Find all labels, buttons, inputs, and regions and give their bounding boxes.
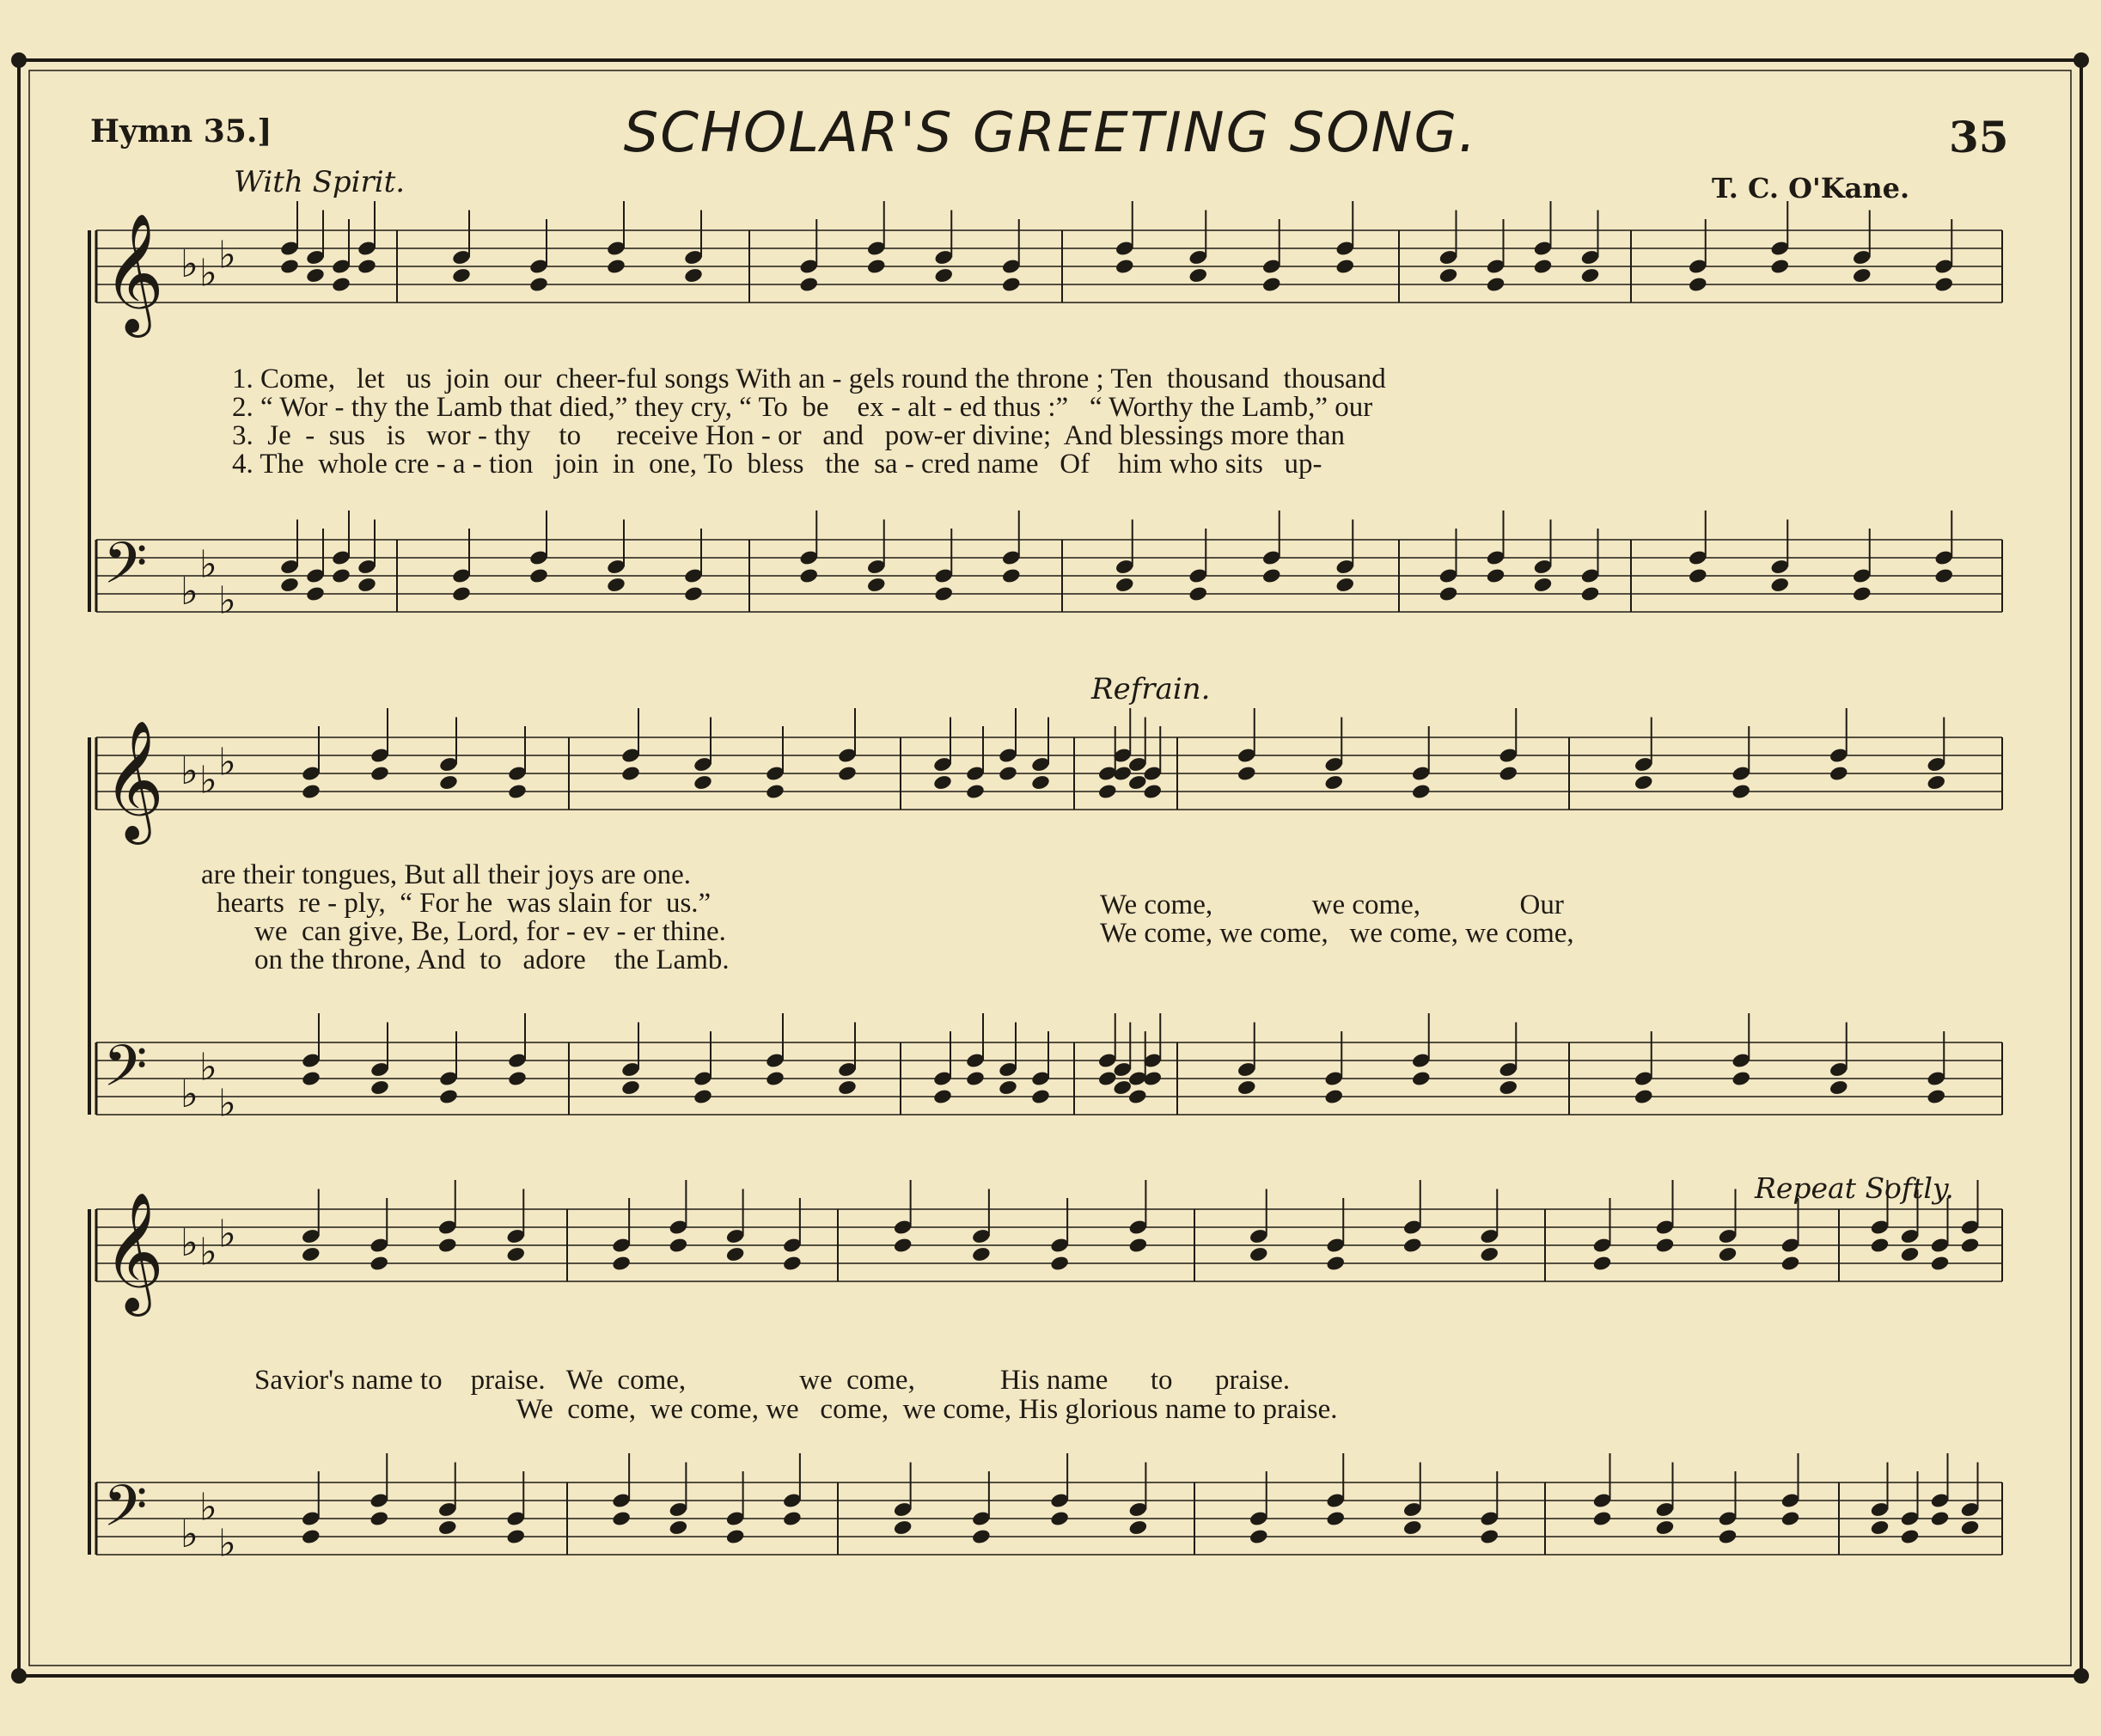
note-head (1127, 1088, 1148, 1105)
lyric-verse-1-line-1: 1. Come, let us join our cheer-ful songs With an - gels round the throne ; Ten thousand thousand (232, 364, 1386, 394)
flat-sign: ♭ (199, 1485, 217, 1530)
note-head (369, 1255, 389, 1272)
note-head (693, 1088, 713, 1105)
note-head (683, 585, 704, 602)
note-head (1237, 1079, 1257, 1097)
note-head (866, 258, 887, 275)
note-head (1926, 1088, 1946, 1105)
note-head (437, 1237, 458, 1254)
corner-ornament (11, 52, 27, 68)
flat-sign: ♭ (180, 1073, 198, 1116)
note-head (451, 585, 472, 602)
note-head (369, 1510, 389, 1527)
note-head (1261, 567, 1282, 584)
refrain-marking: Refrain. (1091, 672, 1211, 706)
note-head (528, 567, 549, 584)
note-head (1688, 567, 1708, 584)
flat-sign: ♭ (199, 251, 217, 296)
note-head (505, 1246, 526, 1263)
note-head (1634, 774, 1654, 792)
note-head (965, 783, 986, 800)
note-head (669, 1519, 689, 1537)
lyric-verse-2-line-2: hearts re - ply, “ For he was slain for us.” (217, 888, 712, 919)
flat-sign: ♭ (180, 570, 198, 614)
composer-credit: T. C. O'Kane. (1712, 172, 1910, 205)
note-head (1592, 1255, 1613, 1272)
note-head (765, 783, 785, 800)
note-head (505, 1528, 526, 1545)
note-head (507, 783, 528, 800)
note-head (798, 276, 819, 293)
note-head (866, 577, 887, 594)
note-head (611, 1255, 632, 1272)
flat-sign: ♭ (199, 542, 217, 587)
lyric-refrain-line-4: We come, we come, we come, we come, His glorious name to praise. (254, 1394, 1338, 1425)
note-head (438, 1088, 459, 1105)
note-head (1870, 1237, 1890, 1254)
flat-sign: ♭ (218, 233, 236, 278)
note-head (370, 765, 390, 782)
note-head (837, 1079, 858, 1097)
note-head (1001, 276, 1022, 293)
note-head (933, 267, 954, 284)
note-head (1731, 783, 1751, 800)
note-head (933, 585, 954, 602)
corner-ornament (11, 1668, 27, 1684)
flat-sign: ♭ (180, 242, 198, 286)
lyric-verse-1-line-2: are their tongues, But all their joys are one. (201, 859, 691, 890)
note-head (765, 1070, 785, 1087)
note-head (1325, 1510, 1346, 1527)
flat-sign: ♭ (180, 1513, 198, 1556)
note-head (438, 774, 459, 792)
note-head (1486, 567, 1506, 584)
note-head (1486, 276, 1506, 293)
note-head (1128, 1519, 1149, 1537)
note-head (998, 765, 1018, 782)
lyric-verse-2-line-1: 2. “ Wor - thy the Lamb that died,” they cry, “ To be ex - alt - ed thus :” “ Worthy the Lamb,” our (232, 392, 1373, 423)
treble-clef: 𝄞 (103, 720, 164, 840)
corner-ornament (2074, 52, 2089, 68)
note-head (798, 567, 819, 584)
note-head (1533, 258, 1554, 275)
lyric-verse-3-line-2: we can give, Be, Lord, for - ev - er thine. (254, 916, 726, 947)
note-head (1900, 1528, 1921, 1545)
note-head (1261, 276, 1282, 293)
note-head (693, 774, 713, 792)
tempo-marking: With Spirit. (234, 165, 406, 199)
note-head (1249, 1246, 1269, 1263)
note-head (437, 1519, 458, 1537)
note-head (782, 1255, 803, 1272)
note-head (451, 267, 472, 284)
bass-clef: 𝄢 (103, 1033, 148, 1113)
note-head (1498, 765, 1518, 782)
flat-sign: ♭ (180, 749, 198, 793)
lyric-verse-4-line-1: 4. The whole cre - a - tion join in one, To bless the sa - cred name Of him who sits up- (232, 449, 1322, 480)
flat-sign: ♭ (199, 1230, 217, 1274)
note-head (507, 1070, 528, 1087)
note-head (1115, 577, 1135, 594)
note-head (1769, 577, 1790, 594)
note-head (301, 1246, 321, 1263)
note-head (1900, 1246, 1921, 1263)
lyric-refrain-line-1: We come, we come, Our (1100, 889, 1564, 920)
note-head (725, 1528, 746, 1545)
note-head (1933, 276, 1954, 293)
note-head (1030, 1088, 1051, 1105)
note-head (1142, 783, 1163, 800)
note-head (357, 258, 377, 275)
note-head (1926, 774, 1946, 792)
note-head (528, 276, 549, 293)
note-head (1030, 774, 1051, 792)
note-head (1634, 1088, 1654, 1105)
lyric-verse-3-line-1: 3. Je - sus is wor - thy to receive Hon - or and pow-er divine; And blessings more than (232, 420, 1346, 451)
lyric-verse-4-line-2: on the throne, And to adore the Lamb. (254, 944, 730, 975)
note-head (1580, 267, 1601, 284)
note-head (1780, 1255, 1801, 1272)
note-head (331, 276, 351, 293)
note-head (370, 1079, 390, 1097)
note-head (683, 267, 704, 284)
flat-sign: ♭ (218, 1081, 236, 1126)
note-head (1438, 267, 1459, 284)
note-head (669, 1237, 689, 1254)
note-head (725, 1246, 746, 1263)
note-head (932, 774, 953, 792)
hymn-number-label: Hymn 35.] (90, 113, 272, 150)
note-head (1335, 258, 1355, 275)
note-head (1115, 258, 1135, 275)
note-head (1188, 267, 1208, 284)
note-head (305, 267, 326, 284)
note-head (971, 1246, 992, 1263)
note-head (782, 1510, 803, 1527)
note-head (1933, 567, 1954, 584)
note-head (1323, 774, 1344, 792)
note-head (837, 765, 858, 782)
treble-clef: 𝄞 (103, 1192, 164, 1311)
note-head (1688, 276, 1708, 293)
note-head (1323, 1088, 1344, 1105)
note-head (1718, 1246, 1738, 1263)
note-head (1001, 567, 1022, 584)
note-head (279, 577, 300, 594)
repeat-marking: Repeat Softly. (1755, 1171, 1954, 1205)
note-head (305, 585, 326, 602)
note-head (932, 1088, 953, 1105)
note-head (1718, 1528, 1738, 1545)
note-head (1930, 1510, 1951, 1527)
page-title: SCHOLAR'S GREETING SONG. (623, 101, 1478, 165)
note-head (1533, 577, 1554, 594)
note-head (1438, 585, 1459, 602)
note-head (1325, 1255, 1346, 1272)
note-head (1128, 1237, 1149, 1254)
flat-sign: ♭ (218, 1521, 236, 1566)
note-head (1402, 1519, 1423, 1537)
note-head (1188, 585, 1208, 602)
note-head (1829, 1079, 1849, 1097)
note-head (301, 1070, 321, 1087)
note-head (1411, 783, 1432, 800)
treble-clef: 𝄞 (103, 213, 164, 333)
note-head (611, 1510, 632, 1527)
note-head (1731, 1070, 1751, 1087)
note-head (971, 1528, 992, 1545)
note-head (1479, 1528, 1499, 1545)
note-head (357, 577, 377, 594)
bass-clef: 𝄢 (103, 1473, 148, 1553)
flat-sign: ♭ (199, 1045, 217, 1090)
note-head (1049, 1510, 1070, 1527)
flat-sign: ♭ (218, 740, 236, 785)
note-head (1479, 1246, 1499, 1263)
note-head (1592, 1510, 1613, 1527)
note-head (1930, 1255, 1951, 1272)
note-head (606, 577, 626, 594)
note-head (998, 1079, 1018, 1097)
note-head (1960, 1237, 1981, 1254)
note-head (1780, 1510, 1801, 1527)
bass-clef: 𝄢 (103, 530, 148, 610)
note-head (1498, 1079, 1518, 1097)
note-head (1049, 1255, 1070, 1272)
note-head (1769, 258, 1790, 275)
note-head (606, 258, 626, 275)
note-head (331, 567, 351, 584)
lyric-refrain-line-2: We come, we come, we come, we come, (1100, 918, 1574, 949)
note-head (893, 1237, 913, 1254)
flat-sign: ♭ (218, 578, 236, 623)
corner-ornament (2074, 1668, 2089, 1684)
note-head (279, 258, 300, 275)
note-head (1402, 1237, 1423, 1254)
note-head (1829, 765, 1849, 782)
page-number: 35 (1949, 112, 2009, 162)
note-head (1335, 577, 1355, 594)
note-head (893, 1519, 913, 1537)
flat-sign: ♭ (218, 1212, 236, 1256)
note-head (301, 783, 321, 800)
note-head (1870, 1519, 1890, 1537)
note-head (1655, 1237, 1676, 1254)
flat-sign: ♭ (180, 1221, 198, 1265)
note-head (1852, 585, 1872, 602)
note-head (301, 1528, 321, 1545)
note-head (1580, 585, 1601, 602)
note-head (1237, 765, 1257, 782)
note-head (1411, 1070, 1432, 1087)
note-head (1097, 783, 1118, 800)
note-head (1852, 267, 1872, 284)
note-head (965, 1070, 986, 1087)
note-head (1960, 1519, 1981, 1537)
note-head (620, 765, 641, 782)
lyric-refrain-line-3: Savior's name to praise. We come, we come, His name to praise. (254, 1365, 1291, 1396)
flat-sign: ♭ (199, 758, 217, 803)
note-head (1655, 1519, 1676, 1537)
note-head (620, 1079, 641, 1097)
note-head (1249, 1528, 1269, 1545)
